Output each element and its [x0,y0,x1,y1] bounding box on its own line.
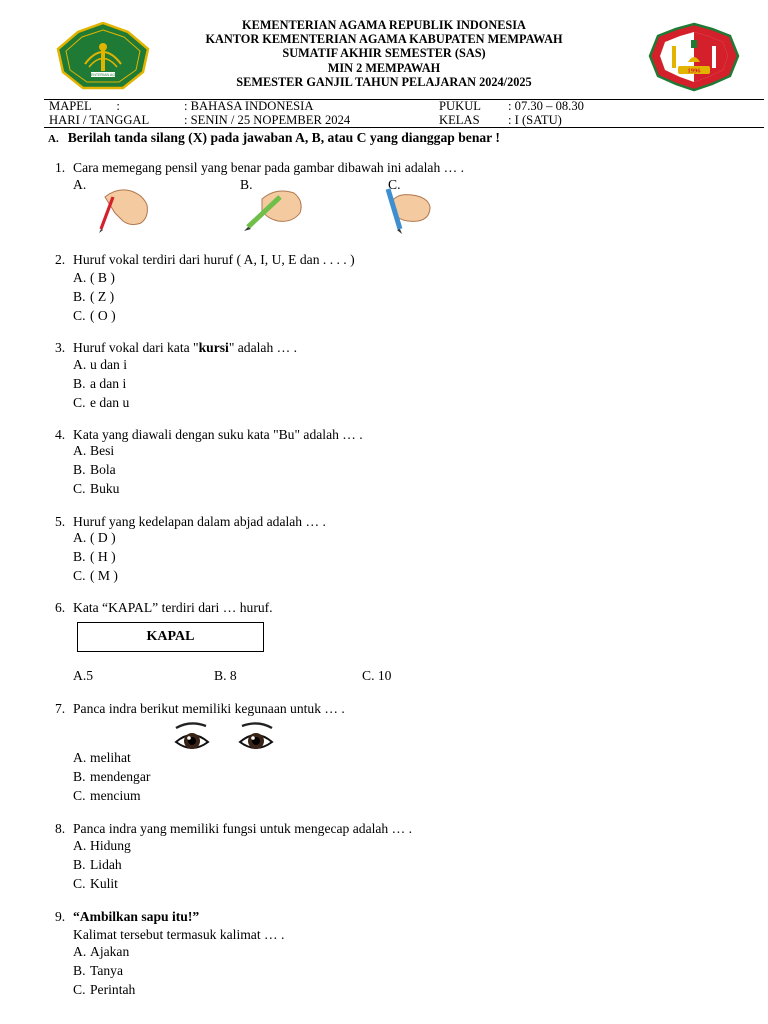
option-a[interactable] [73,270,115,286]
question-number: 8. [55,821,66,836]
kemenag-logo [55,22,151,92]
option-c[interactable] [73,308,116,324]
question-6 [55,600,273,616]
option-letter: B. [73,769,86,784]
kemenag-logo-text: KEMENTERIAN AGAMA [83,73,123,78]
option-b[interactable] [73,462,116,478]
kelas-value: : I (SATU) [508,113,562,127]
question-keyword: kursi [198,340,229,355]
question-4 [55,427,363,443]
option-letter: C. [73,568,86,583]
option-letter: B. [73,857,86,872]
section-instruction-text: Berilah tanda silang (X) pada jawaban A, B, atau C yang dianggap benar ! [67,130,500,145]
option-text: Tanya [90,963,124,978]
question-2 [55,252,355,268]
option-letter: C. [73,788,86,803]
option-a[interactable] [73,944,129,960]
option-b[interactable] [73,857,122,873]
option-letter: A. [73,944,87,959]
question-text: Kata yang diawali dengan suku kata "Bu" adalah … . [73,427,363,442]
option-text: ( D ) [90,530,116,545]
option-letter: A. [73,270,87,285]
option-letter: B. [73,963,86,978]
option-text: ( O ) [90,308,116,323]
option-letter: A. [73,357,87,372]
option-text: Besi [90,443,115,458]
option-letter: C. [73,308,86,323]
question-number: 7. [55,701,66,716]
option-letter: C. [73,876,86,891]
option-letter: A. [73,750,87,765]
header-divider-bottom [44,127,764,128]
hand-pencil-icon [242,183,306,233]
option-a[interactable] [73,357,127,373]
pukul-value: : 07.30 – 08.30 [508,99,584,113]
section-letter: A. [48,133,59,145]
header-divider-top [44,99,764,100]
question-number: 1. [55,160,66,175]
option-text: Perintah [90,982,136,997]
option-letter: B. [73,462,86,477]
question-text: Huruf vokal terdiri dari huruf ( A, I, U, E dan . . . . ) [73,252,355,267]
word-box: KAPAL [77,622,264,652]
eye-icon [236,722,276,754]
option-letter: C. [73,395,86,410]
option-a[interactable]: A.5 [73,668,94,683]
option-c-label[interactable]: C. [388,177,401,192]
option-text: Lidah [90,857,122,872]
question-7 [55,701,345,717]
mapel-value: : BAHASA INDONESIA [184,99,314,113]
option-text: mendengar [90,769,151,784]
question-number: 2. [55,252,66,267]
option-c[interactable]: C. 10 [362,668,392,683]
option-a[interactable] [73,443,114,459]
header-office: KANTOR KEMENTERIAN AGAMA KABUPATEN MEMPAWAH [205,32,563,47]
option-text: melihat [90,750,131,765]
option-text: u dan i [90,357,127,372]
option-letter: B. [73,376,86,391]
hari-value: : SENIN / 25 NOPEMBER 2024 [184,113,351,127]
question-number: 5. [55,514,66,529]
header-school: MIN 2 MEMPAWAH [327,60,441,75]
option-text: Kulit [90,876,118,891]
question-number: 6. [55,600,66,615]
question-text-post: " adalah … . [228,340,298,355]
option-b[interactable] [73,549,116,565]
question-5 [55,514,326,530]
option-letter: A. [73,443,87,458]
option-text: ( H ) [90,549,116,564]
pukul-label: PUKUL [439,99,481,113]
option-a[interactable] [73,530,116,546]
question-text: Cara memegang pensil yang benar pada gambar dibawah ini adalah … . [73,160,465,175]
option-b[interactable] [73,376,126,392]
option-c[interactable] [73,876,118,892]
option-b[interactable] [73,289,114,305]
option-text: e dan u [90,395,130,410]
question-text: Kata “KAPAL” terdiri dari … huruf. [73,600,273,615]
question-subtext: Kalimat tersebut termasuk kalimat … . [73,927,285,942]
question-number: 9. [55,909,66,924]
question-text-pre: Huruf vokal dari kata " [73,340,199,355]
question-8 [55,821,412,837]
option-c[interactable] [73,481,119,497]
option-b-label[interactable]: B. [240,177,253,192]
option-text: mencium [90,788,141,803]
option-text: a dan i [90,376,127,391]
question-number: 3. [55,340,66,355]
option-c[interactable] [73,788,141,804]
option-b[interactable] [73,769,150,785]
question-number: 4. [55,427,66,442]
option-text: ( B ) [90,270,115,285]
option-text: Buku [90,481,120,496]
option-text: Ajakan [90,944,130,959]
hand-pencil-icon [378,183,432,235]
option-text: Bola [90,462,116,477]
question-text: Panca indra yang memiliki fungsi untuk mengecap adalah … . [73,821,412,836]
mapel-label: MAPEL : [49,99,120,113]
header-semester: SEMESTER GANJIL TAHUN PELAJARAN 2024/2025 [236,74,532,89]
question-3 [55,340,297,356]
option-a[interactable] [73,838,131,854]
option-a-label[interactable]: A. [73,177,87,192]
question-1 [55,160,464,176]
question-text: Huruf yang kedelapan dalam abjad adalah … . [73,514,326,529]
option-text: ( M ) [90,568,118,583]
kelas-label: KELAS [439,113,480,127]
header-ministry: KEMENTERIAN AGAMA REPUBLIK INDONESIA [242,18,526,32]
question-quote: “Ambilkan sapu itu!” [73,909,200,924]
option-letter: A. [73,838,87,853]
hand-pencil-icon [95,183,153,233]
option-letter: B. [73,549,86,564]
option-b[interactable] [73,963,123,979]
option-letter: C. [73,982,86,997]
hari-label: HARI / TANGGAL [49,113,150,127]
question-text: Panca indra berikut memiliki kegunaan untuk … . [73,701,345,716]
option-c[interactable] [73,395,129,411]
option-text: Hidung [90,838,131,853]
option-b[interactable]: B. 8 [214,668,237,683]
eye-icon [172,722,212,754]
school-logo [648,22,740,92]
option-c[interactable] [73,982,135,998]
option-letter: B. [73,289,86,304]
option-text: ( Z ) [90,289,115,304]
question-9 [55,909,199,925]
option-a[interactable] [73,750,131,766]
option-letter: C. [73,481,86,496]
section-instruction [48,130,500,146]
header-exam-title: SUMATIF AKHIR SEMESTER (SAS) [282,46,486,61]
school-logo-year: 1996 [687,67,701,75]
option-letter: A. [73,530,87,545]
option-c[interactable] [73,568,118,584]
